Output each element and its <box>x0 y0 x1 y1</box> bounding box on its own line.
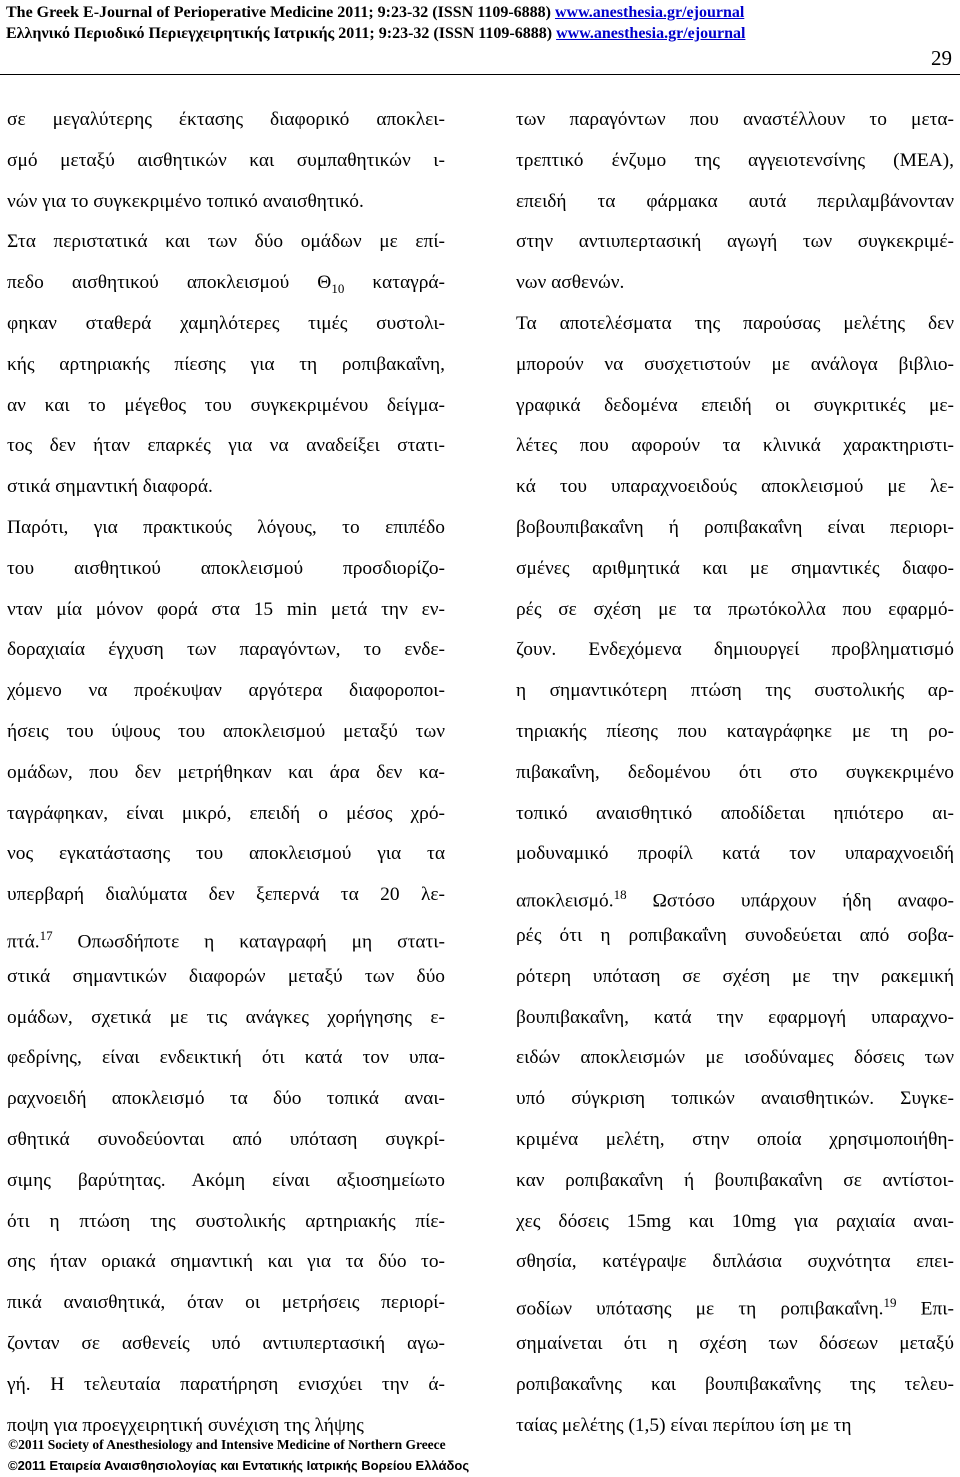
text-line: σθησία, κατέγραψε διπλάσια συχνότητα επει- <box>516 1251 954 1273</box>
text-line: τηριακής πίεσης που καταγράφηκε με τη ρο- <box>516 720 954 742</box>
text-line: τος δεν ήταν επαρκές για να αναδείξει στατι- <box>7 435 445 457</box>
text-line: λέτες που αφορούν τα κλινικά χαρακτηριστι- <box>516 435 954 457</box>
footer-copyright-en: ©2011 Society of Anesthesiology and Intensive Medicine of Northern Greece <box>8 1437 446 1452</box>
text-line: υπερβαρή διαλύματα δεν ξεπερνά τα 20 λε- <box>7 884 445 906</box>
text-line: σοδίων υπότασης με τη ροπιβακαΐνη.$^{19}$ Επι- <box>516 1295 954 1320</box>
journal-header-en-text: The Greek E-Journal of Perioperative Medicine 2011; 9:23-32 (ISSN 1109-6888) <box>6 4 555 21</box>
text-line: νών για το συγκεκριμένο τοπικό αναισθητικό. <box>7 190 364 212</box>
text-line: φεδρίνης, είναι ενδεικτική ότι κατά τον υπα- <box>7 1047 445 1069</box>
text-line: σημαίνεται ότι η σχέση των δόσεων μεταξύ <box>516 1332 954 1354</box>
text-line: σης ήταν οριακά σημαντική και για τα δύο το- <box>7 1251 445 1273</box>
right-text-column <box>516 100 954 1446</box>
text-line: Τα αποτελέσματα της παρούσας μελέτης δεν <box>516 312 954 334</box>
text-line: υπό σύγκριση τοπικών αναισθητικών. Συγκε- <box>516 1088 954 1110</box>
text-line: ότι η πτώση της συστολικής αρτηριακής πίε- <box>7 1210 445 1232</box>
journal-header-gr <box>6 25 745 43</box>
text-line: ροπιβακαΐνης και βουπιβακαΐνης της τελευ- <box>516 1373 954 1395</box>
journal-link-en[interactable]: www.anesthesia.gr/ejournal <box>554 4 745 21</box>
header-rule <box>0 74 960 75</box>
text-line: ρές ότι η ροπιβακαΐνη συνοδεύεται από σοβα- <box>516 924 954 946</box>
text-line: σμό μεταξύ αισθητικών και συμπαθητικών ι- <box>7 149 445 171</box>
text-line: Παρότι, για πρακτικούς λόγους, το επιπέδο <box>7 516 445 538</box>
text-line: γή. Η τελευταία παρατήρηση ενισχύει την ά- <box>7 1373 445 1395</box>
text-line: ομάδων, σχετικά με τις ανάγκες χορήγησης ε- <box>7 1006 445 1028</box>
text-line: βουπιβακαΐνη, κατά την εφαρμογή υπαραχνο- <box>516 1006 954 1028</box>
text-line: ρότερη υπόταση σε σχέση με την ρακεμική <box>516 965 954 987</box>
text-line: νων ασθενών. <box>516 272 625 294</box>
text-line: στικά σημαντικών διαφορών μεταξύ των δύο <box>7 965 445 987</box>
journal-header-gr-text: Ελληνικό Περιοδικό Περιεγχειρητικής Ιατρικής 2011; 9:23-32 (ISSN 1109-6888) <box>6 25 557 42</box>
text-line: ταίας μελέτης (1,5) είναι περίπου ίση με τη <box>516 1414 852 1436</box>
journal-link-gr[interactable]: www.anesthesia.gr/ejournal <box>556 25 746 42</box>
text-line: γραφικά δεδομένα επειδή οι συγκριτικές με- <box>516 394 954 416</box>
text-line: κά του υπαραχνοειδούς αποκλεισμού με λε- <box>516 476 954 498</box>
text-line: επειδή τα φάρμακα αυτά περιλαμβάνονταν <box>516 190 954 212</box>
text-line: του αισθητικού αποκλεισμού προσδιορίζο- <box>7 557 445 579</box>
journal-header-en <box>6 4 744 22</box>
text-line: ραχνοειδή αποκλεισμό τα δύο τοπικά αναι- <box>7 1088 445 1110</box>
text-line: στικά σημαντική διαφορά. <box>7 476 213 498</box>
text-line: νταν μία μόνον φορά στα 15 min μετά την εν- <box>7 598 445 620</box>
text-line: ρές σε σχέση με τα πρωτόκολλα που εφαρμό- <box>516 598 954 620</box>
text-line: δοραχιαία έγχυση των παραγόντων, το ενδε- <box>7 639 445 661</box>
text-line: αν και το μέγεθος του συγκεκριμένου δείγμα- <box>7 394 445 416</box>
text-line: Στα περιστατικά και των δύο ομάδων με επί- <box>7 231 445 253</box>
text-line: μπορούν να συσχετιστούν με ανάλογα βιβλιο- <box>516 353 954 375</box>
text-line: πικά αναισθητικά, όταν οι μετρήσεις περιορί- <box>7 1292 445 1314</box>
footer-copyright-gr: ©2011 Εταιρεία Αναισθησιολογίας και Εντατικής Ιατρικής Βορείου Ελλάδος <box>8 1458 470 1473</box>
text-line: τοπικό αναισθητικό αποδίδεται ηπιότερο αι- <box>516 802 954 824</box>
text-line: ήσεις του ύψους του αποκλεισμού μεταξύ των <box>7 720 445 742</box>
text-line: ζουν. Ενδεχόμενα δημιουργεί προβληματισμό <box>516 639 954 661</box>
text-line: πιβακαΐνη, δεδομένου ότι στο συγκεκριμένο <box>516 761 954 783</box>
text-line: ζονταν σε ασθενείς υπό αντιυπερτασική αγω- <box>7 1332 445 1354</box>
text-line: ταγράφηκαν, είναι μικρό, επειδή ο μέσος χρό- <box>7 802 445 824</box>
text-line: μοδυναμικό προφίλ κατά τον υπαραχνοειδή <box>516 843 954 865</box>
text-line: σθητικά συνοδεύονται από υπόταση συγκρί- <box>7 1128 445 1150</box>
text-line: καν ροπιβακαΐνη ή βουπιβακαΐνη σε αντίστοι- <box>516 1169 954 1191</box>
page-number: 29 <box>931 46 952 70</box>
text-line: βοβουπιβακαΐνη ή ροπιβακαΐνη είναι περιορι- <box>516 516 954 538</box>
text-line: σιμης βαρύτητας. Ακόμη είναι αξιοσημείωτο <box>7 1169 445 1191</box>
text-line: στην αντιυπερτασική αγωγή των συγκεκριμέ- <box>516 231 954 253</box>
text-line: αποκλεισμό.$^{18}$ Ωστόσο υπάρχουν ήδη αναφο- <box>516 887 954 912</box>
text-line: κής αρτηριακής πίεσης για τη ροπιβακαΐνη, <box>7 353 445 375</box>
text-line: πεδο αισθητικού αποκλεισμού $\Theta_{10}$ καταγρά- <box>7 272 446 297</box>
text-line: νος εγκατάστασης του αποκλεισμού για τα <box>7 843 445 865</box>
text-line: ειδών αποκλεισμών με ισοδύναμες δόσεις των <box>516 1047 954 1069</box>
text-line: χες δόσεις 15mg και 10mg για ραχιαία αναι- <box>516 1210 954 1232</box>
text-line: πτά.$^{17}$ Οπωσδήποτε η καταγραφή μη στατι- <box>7 927 445 953</box>
text-line: ποψη για προεγχειρητική συνέχιση της λήψης <box>7 1414 364 1436</box>
text-line: ομάδων, που δεν μετρήθηκαν και άρα δεν κα- <box>7 761 445 783</box>
text-line: χόμενο να προέκυψαν αργότερα διαφοροποι- <box>7 680 445 702</box>
text-line: των παραγόντων που αναστέλλουν το μετα- <box>516 109 954 130</box>
text-line: σμένες αριθμητικά και με σημαντικές διαφο- <box>516 557 954 579</box>
text-line: κριμένα μελέτη, στην οποία χρησιμοποιήθη- <box>516 1128 954 1150</box>
text-line: σε μεγαλύτερης έκτασης διαφορικό αποκλει- <box>7 109 445 130</box>
text-line: φηκαν σταθερά χαμηλότερες τιμές συστολι- <box>7 312 445 334</box>
text-line: η σημαντικότερη πτώση της συστολικής αρ- <box>516 680 954 702</box>
left-text-column <box>7 100 445 1446</box>
text-line: τρεπτικό ένζυμο της αγγειοτενσίνης (ΜΕΑ), <box>516 149 954 171</box>
